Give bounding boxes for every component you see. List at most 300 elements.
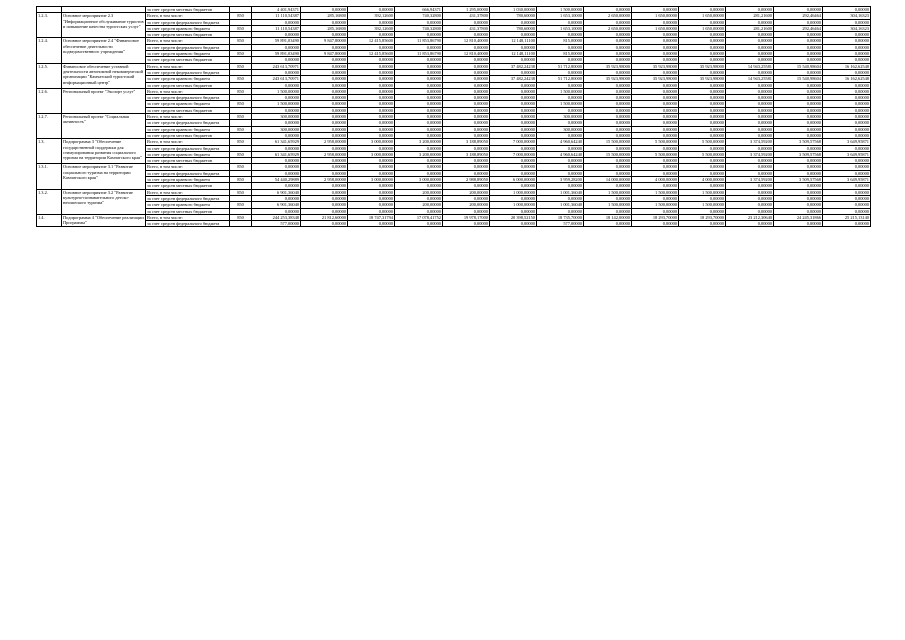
- amount-cell: 25 215,13140: [823, 214, 871, 220]
- amount-cell: 0,00000: [443, 95, 490, 101]
- amount-cell: 304,16323: [823, 25, 871, 31]
- amount-cell: 0,00000: [679, 95, 726, 101]
- amount-cell: 0,00000: [726, 164, 774, 170]
- funding-source-cell: Всего, в том числе:: [146, 189, 230, 195]
- amount-cell: 3 509,57568: [774, 177, 823, 183]
- amount-cell: 0,00000: [632, 158, 679, 164]
- amount-cell: 0,00000: [443, 164, 490, 170]
- amount-cell: 0,00000: [490, 44, 537, 50]
- amount-cell: 0,00000: [490, 114, 537, 120]
- amount-cell: 0,00000: [823, 126, 871, 132]
- amount-cell: 0,00000: [537, 158, 584, 164]
- amount-cell: 4 960,64240: [537, 139, 584, 145]
- amount-cell: 16 162,62548: [823, 63, 871, 69]
- amount-cell: 0,00000: [395, 126, 443, 132]
- amount-cell: 0,00000: [823, 51, 871, 57]
- funding-source-cell: за счет средств федерального бюджета: [146, 44, 230, 50]
- amount-cell: 0,00000: [301, 57, 348, 63]
- amount-cell: 285,16800: [301, 13, 348, 19]
- amount-cell: 0,00000: [726, 101, 774, 107]
- amount-cell: 3 200,00000: [395, 139, 443, 145]
- amount-cell: 0,00000: [395, 63, 443, 69]
- amount-cell: 0,00000: [348, 164, 395, 170]
- amount-cell: 0,00000: [823, 208, 871, 214]
- amount-cell: 9 847,80000: [301, 51, 348, 57]
- amount-cell: 0,00000: [490, 132, 537, 138]
- amount-cell: 3 649,95871: [823, 139, 871, 145]
- amount-cell: 15 500,00000: [584, 151, 632, 157]
- program-name-cell: Основное мероприятие 3.1 "Развитие социального туризма на территории Камчатского края": [62, 164, 146, 189]
- amount-cell: 815,00000: [537, 51, 584, 57]
- amount-cell: 0,00000: [301, 95, 348, 101]
- amount-cell: 0,00000: [774, 82, 823, 88]
- amount-cell: 0,00000: [301, 208, 348, 214]
- row-number-cell: 1.4.: [37, 214, 62, 227]
- funding-source-cell: за счет средств местных бюджетов: [146, 158, 230, 164]
- amount-cell: 18 142,00000: [584, 214, 632, 220]
- amount-cell: 0,00000: [679, 183, 726, 189]
- amount-cell: 0,00000: [823, 183, 871, 189]
- amount-cell: 0,00000: [584, 183, 632, 189]
- admin-code-cell: 850: [230, 164, 252, 170]
- row-number-cell: 1.3.2.: [37, 189, 62, 214]
- row-number-cell: 1.2.3.: [37, 13, 62, 38]
- amount-cell: 0,00000: [348, 101, 395, 107]
- amount-cell: 37 482,24238: [490, 76, 537, 82]
- amount-cell: 1 030,00000: [490, 7, 537, 13]
- amount-cell: 2 650,00000: [584, 13, 632, 19]
- amount-cell: 0,00000: [301, 164, 348, 170]
- amount-cell: 0,00000: [252, 164, 301, 170]
- amount-cell: 0,00000: [823, 132, 871, 138]
- amount-cell: 0,00000: [537, 57, 584, 63]
- amount-cell: 0,00000: [679, 170, 726, 176]
- amount-cell: 0,00000: [301, 69, 348, 75]
- amount-cell: 3 188,89050: [443, 139, 490, 145]
- amount-cell: 0,00000: [679, 132, 726, 138]
- amount-cell: 0,00000: [584, 221, 632, 227]
- amount-cell: 0,00000: [774, 7, 823, 13]
- amount-cell: 0,00000: [443, 57, 490, 63]
- amount-cell: 0,00000: [252, 32, 301, 38]
- amount-cell: 0,00000: [395, 145, 443, 151]
- amount-cell: 0,00000: [301, 195, 348, 201]
- amount-cell: 0,00000: [679, 107, 726, 113]
- amount-cell: 0,00000: [395, 76, 443, 82]
- amount-cell: 4 000,00000: [632, 177, 679, 183]
- amount-cell: 0,00000: [443, 82, 490, 88]
- program-name-cell: Основное мероприятие 3.2 "Развитие культурно-познавательного детско-юношеского туризма": [62, 189, 146, 214]
- funding-source-cell: Всего, в том числе:: [146, 38, 230, 44]
- amount-cell: 0,00000: [301, 158, 348, 164]
- funding-source-cell: за счет средств краевого бюджета: [146, 151, 230, 157]
- amount-cell: 0,00000: [395, 95, 443, 101]
- amount-cell: 0,00000: [395, 57, 443, 63]
- amount-cell: 35 923,98000: [632, 63, 679, 69]
- amount-cell: 0,00000: [679, 82, 726, 88]
- amount-cell: 37 482,24238: [490, 63, 537, 69]
- amount-cell: 0,00000: [774, 44, 823, 50]
- amount-cell: 19 978,17000: [443, 214, 490, 220]
- amount-cell: 1 000,00000: [490, 189, 537, 195]
- amount-cell: 0,00000: [443, 126, 490, 132]
- amount-cell: 59 891,03490: [252, 51, 301, 57]
- amount-cell: 0,00000: [301, 88, 348, 94]
- amount-cell: 0,00000: [823, 44, 871, 50]
- amount-cell: 0,00000: [252, 132, 301, 138]
- amount-cell: 0,00000: [584, 44, 632, 50]
- amount-cell: 0,00000: [632, 44, 679, 50]
- amount-cell: 0,00000: [301, 44, 348, 50]
- row-number-cell: 1.2.4.: [37, 38, 62, 63]
- amount-cell: 0,00000: [632, 7, 679, 13]
- amount-cell: 1 001,36040: [537, 189, 584, 195]
- amount-cell: 5 500,00000: [679, 139, 726, 145]
- funding-source-cell: за счет средств федерального бюджета: [146, 19, 230, 25]
- admin-code-cell: 850: [230, 202, 252, 208]
- row-number-cell: 1.2.6.: [37, 88, 62, 113]
- amount-cell: 0,00000: [774, 183, 823, 189]
- amount-cell: 35 923,98000: [679, 63, 726, 69]
- amount-cell: 0,00000: [490, 88, 537, 94]
- amount-cell: 15 500,00000: [584, 139, 632, 145]
- amount-cell: 0,00000: [252, 19, 301, 25]
- amount-cell: 0,00000: [490, 208, 537, 214]
- amount-cell: 0,00000: [584, 145, 632, 151]
- amount-cell: 0,00000: [584, 114, 632, 120]
- amount-cell: 0,00000: [584, 32, 632, 38]
- amount-cell: 0,00000: [679, 120, 726, 126]
- amount-cell: 0,00000: [537, 164, 584, 170]
- funding-source-cell: за счет средств федерального бюджета: [146, 95, 230, 101]
- amount-cell: 0,00000: [395, 44, 443, 50]
- program-name-cell: Региональный проект "Социальная активность": [62, 114, 146, 139]
- amount-cell: 0,00000: [632, 38, 679, 44]
- amount-cell: 0,00000: [395, 183, 443, 189]
- amount-cell: 0,00000: [537, 183, 584, 189]
- amount-cell: 0,00000: [301, 120, 348, 126]
- amount-cell: 1 650,00000: [632, 13, 679, 19]
- amount-cell: 0,00000: [395, 19, 443, 25]
- amount-cell: 0,00000: [443, 145, 490, 151]
- amount-cell: 0,00000: [726, 7, 774, 13]
- amount-cell: 431,37800: [443, 25, 490, 31]
- funding-source-cell: Всего, в том числе:: [146, 214, 230, 220]
- program-name-cell: Подпрограмма 3 "Обеспечение государственной поддержки для стимулирования развития социального туризма на территории Камчатского края": [62, 139, 146, 164]
- amount-cell: 3 649,95871: [823, 151, 871, 157]
- amount-cell: 0,00000: [823, 101, 871, 107]
- amount-cell: 740,32800: [395, 13, 443, 19]
- funding-source-cell: за счет средств краевого бюджета: [146, 202, 230, 208]
- amount-cell: 0,00000: [584, 126, 632, 132]
- amount-cell: 1 500,00000: [537, 7, 584, 13]
- amount-cell: 0,00000: [726, 208, 774, 214]
- amount-cell: 300,00000: [537, 126, 584, 132]
- amount-cell: 0,00000: [348, 114, 395, 120]
- amount-cell: 392,12600: [348, 13, 395, 19]
- amount-cell: 0,00000: [537, 107, 584, 113]
- amount-cell: 1 650,00000: [679, 25, 726, 31]
- funding-source-cell: за счет средств местных бюджетов: [146, 82, 230, 88]
- amount-cell: 0,00000: [774, 107, 823, 113]
- amount-cell: 3 000,00000: [348, 139, 395, 145]
- amount-cell: 0,00000: [537, 208, 584, 214]
- amount-cell: 0,00000: [443, 19, 490, 25]
- amount-cell: 12 148,11100: [490, 38, 537, 44]
- funding-source-cell: Всего, в том числе:: [146, 114, 230, 120]
- amount-cell: 59 891,03490: [252, 38, 301, 44]
- amount-cell: 15 540,98604: [774, 63, 823, 69]
- funding-source-cell: за счет средств местных бюджетов: [146, 7, 230, 13]
- amount-cell: 0,00000: [537, 132, 584, 138]
- funding-source-cell: за счет средств федерального бюджета: [146, 145, 230, 151]
- amount-cell: 0,00000: [726, 189, 774, 195]
- amount-cell: 0,00000: [443, 158, 490, 164]
- amount-cell: 200,00000: [443, 189, 490, 195]
- amount-cell: 0,00000: [490, 57, 537, 63]
- amount-cell: 0,00000: [774, 114, 823, 120]
- amount-cell: 1 001,36040: [537, 202, 584, 208]
- amount-cell: 1 653,10000: [537, 25, 584, 31]
- amount-cell: 0,00000: [774, 88, 823, 94]
- amount-cell: 0,00000: [301, 126, 348, 132]
- amount-cell: 0,00000: [584, 38, 632, 44]
- amount-cell: 0,00000: [537, 120, 584, 126]
- amount-cell: 0,00000: [490, 101, 537, 107]
- amount-cell: 1 000,00000: [490, 202, 537, 208]
- amount-cell: 0,00000: [443, 32, 490, 38]
- amount-cell: 0,00000: [490, 183, 537, 189]
- amount-cell: 0,00000: [395, 132, 443, 138]
- amount-cell: 16 162,62548: [823, 76, 871, 82]
- amount-cell: 292,46464: [774, 13, 823, 19]
- amount-cell: 0,00000: [726, 221, 774, 227]
- funding-source-cell: за счет средств федерального бюджета: [146, 221, 230, 227]
- amount-cell: 23 212,30640: [726, 214, 774, 220]
- amount-cell: 0,00000: [823, 158, 871, 164]
- amount-cell: 0,00000: [632, 145, 679, 151]
- amount-cell: 0,00000: [395, 88, 443, 94]
- amount-cell: 0,00000: [774, 145, 823, 151]
- amount-cell: 0,00000: [537, 44, 584, 50]
- amount-cell: 61 341,65929: [252, 139, 301, 145]
- amount-cell: 0,00000: [632, 195, 679, 201]
- admin-code-cell: 850: [230, 76, 252, 82]
- amount-cell: 0,00000: [537, 32, 584, 38]
- amount-cell: 0,00000: [252, 120, 301, 126]
- amount-cell: 3 188,89050: [443, 151, 490, 157]
- amount-cell: 0,00000: [823, 120, 871, 126]
- amount-cell: 0,00000: [348, 132, 395, 138]
- amount-cell: 0,00000: [443, 63, 490, 69]
- amount-cell: 0,00000: [490, 95, 537, 101]
- amount-cell: 6 000,00000: [490, 177, 537, 183]
- amount-cell: 0,00000: [726, 44, 774, 50]
- amount-cell: 0,00000: [348, 44, 395, 50]
- amount-cell: 0,00000: [584, 82, 632, 88]
- funding-source-cell: за счет средств федерального бюджета: [146, 69, 230, 75]
- amount-cell: 1 653,10000: [537, 13, 584, 19]
- amount-cell: 0,00000: [301, 114, 348, 120]
- amount-cell: 0,00000: [443, 120, 490, 126]
- amount-cell: 244 253,38348: [252, 214, 301, 220]
- amount-cell: 0,00000: [632, 126, 679, 132]
- amount-cell: 11 110,54387: [252, 25, 301, 31]
- amount-cell: 0,00000: [584, 88, 632, 94]
- amount-cell: 0,00000: [252, 107, 301, 113]
- amount-cell: 0,00000: [537, 195, 584, 201]
- amount-cell: 0,00000: [679, 164, 726, 170]
- amount-cell: 0,00000: [632, 120, 679, 126]
- amount-cell: 14 000,00000: [584, 177, 632, 183]
- amount-cell: 0,00000: [490, 195, 537, 201]
- amount-cell: 0,00000: [443, 183, 490, 189]
- amount-cell: 11 853,86790: [395, 51, 443, 57]
- amount-cell: 35 923,98000: [584, 63, 632, 69]
- amount-cell: 0,00000: [348, 195, 395, 201]
- amount-cell: 3 959,28200: [537, 177, 584, 183]
- amount-cell: 1 295,00000: [443, 7, 490, 13]
- amount-cell: 0,00000: [774, 32, 823, 38]
- amount-cell: 11 853,86790: [395, 38, 443, 44]
- amount-cell: 0,00000: [537, 145, 584, 151]
- amount-cell: 2 958,00000: [301, 139, 348, 145]
- program-name-cell: Финансовое обеспечение уставной деятельности автономной некоммерческой организации "Камчатский туристский информационный центр": [62, 63, 146, 88]
- amount-cell: 1 500,00000: [252, 88, 301, 94]
- amount-cell: 0,00000: [726, 69, 774, 75]
- amount-cell: 0,00000: [823, 69, 871, 75]
- amount-cell: 0,00000: [774, 132, 823, 138]
- amount-cell: 1 650,00000: [632, 25, 679, 31]
- amount-cell: 3 374,59200: [726, 139, 774, 145]
- amount-cell: 0,00000: [395, 164, 443, 170]
- amount-cell: 0,00000: [252, 95, 301, 101]
- amount-cell: 5 500,00000: [632, 151, 679, 157]
- amount-cell: 4 960,64240: [537, 151, 584, 157]
- admin-code-cell: [230, 221, 252, 227]
- amount-cell: 3 649,95871: [823, 177, 871, 183]
- amount-cell: 0,00000: [584, 101, 632, 107]
- amount-cell: 0,00000: [584, 158, 632, 164]
- amount-cell: 0,00000: [679, 88, 726, 94]
- funding-source-cell: за счет средств краевого бюджета: [146, 101, 230, 107]
- amount-cell: 0,00000: [348, 95, 395, 101]
- amount-cell: 0,00000: [490, 32, 537, 38]
- amount-cell: 0,00000: [632, 51, 679, 57]
- amount-cell: 292,46464: [774, 25, 823, 31]
- amount-cell: 2 958,00000: [301, 177, 348, 183]
- amount-cell: 0,00000: [490, 170, 537, 176]
- amount-cell: 0,00000: [490, 164, 537, 170]
- amount-cell: 0,00000: [348, 76, 395, 82]
- amount-cell: 0,00000: [584, 170, 632, 176]
- amount-cell: 0,00000: [632, 57, 679, 63]
- amount-cell: 740,32800: [395, 25, 443, 31]
- amount-cell: 815,00000: [537, 38, 584, 44]
- amount-cell: 0,00000: [679, 145, 726, 151]
- amount-cell: 0,00000: [537, 170, 584, 176]
- admin-code-cell: 850: [230, 151, 252, 157]
- funding-source-cell: за счет средств местных бюджетов: [146, 183, 230, 189]
- amount-cell: 0,00000: [301, 19, 348, 25]
- amount-cell: 0,00000: [774, 51, 823, 57]
- amount-cell: 0,00000: [823, 145, 871, 151]
- row-number-cell: 1.3.: [37, 139, 62, 164]
- admin-code-cell: 850: [230, 38, 252, 44]
- amount-cell: 0,00000: [348, 189, 395, 195]
- amount-cell: 0,00000: [774, 57, 823, 63]
- amount-cell: 0,00000: [395, 170, 443, 176]
- amount-cell: 0,00000: [584, 69, 632, 75]
- amount-cell: 0,00000: [774, 19, 823, 25]
- amount-cell: 0,00000: [395, 195, 443, 201]
- amount-cell: 0,00000: [443, 44, 490, 50]
- amount-cell: 4 000,00000: [679, 177, 726, 183]
- amount-cell: 14 943,25581: [726, 76, 774, 82]
- amount-cell: 0,00000: [726, 120, 774, 126]
- amount-cell: 0,00000: [823, 170, 871, 176]
- amount-cell: 200,00000: [395, 189, 443, 195]
- amount-cell: 0,00000: [774, 164, 823, 170]
- admin-code-cell: 850: [230, 114, 252, 120]
- funding-source-cell: за счет средств федерального бюджета: [146, 170, 230, 176]
- amount-cell: 0,00000: [348, 82, 395, 88]
- amount-cell: 0,00000: [395, 82, 443, 88]
- program-name-cell: Подпрограмма 4 "Обеспечение реализации Программы": [63, 214, 144, 226]
- amount-cell: 0,00000: [348, 145, 395, 151]
- amount-cell: 24 245,31866: [774, 214, 823, 220]
- amount-cell: 18 747,31794: [348, 214, 395, 220]
- amount-cell: 285,16800: [301, 25, 348, 31]
- amount-cell: 0,00000: [823, 38, 871, 44]
- amount-cell: 300,00000: [537, 114, 584, 120]
- amount-cell: 1 500,00000: [679, 189, 726, 195]
- amount-cell: 0,00000: [823, 221, 871, 227]
- funding-source-cell: за счет средств краевого бюджета: [146, 126, 230, 132]
- amount-cell: 12 415,85600: [348, 51, 395, 57]
- amount-cell: 0,00000: [632, 183, 679, 189]
- amount-cell: 2 650,00000: [584, 25, 632, 31]
- amount-cell: 0,00000: [774, 221, 823, 227]
- amount-cell: 0,00000: [490, 107, 537, 113]
- budget-table-page: [36, 6, 871, 227]
- amount-cell: 0,00000: [774, 195, 823, 201]
- amount-cell: 0,00000: [679, 126, 726, 132]
- amount-cell: 0,00000: [443, 69, 490, 75]
- amount-cell: 35 923,98000: [584, 76, 632, 82]
- amount-cell: 0,00000: [443, 208, 490, 214]
- amount-cell: 0,00000: [774, 208, 823, 214]
- amount-cell: 0,00000: [726, 202, 774, 208]
- amount-cell: 0,00000: [774, 126, 823, 132]
- amount-cell: 0,00000: [443, 101, 490, 107]
- amount-cell: 0,00000: [632, 164, 679, 170]
- amount-cell: 6 901,36040: [252, 189, 301, 195]
- amount-cell: 0,00000: [679, 208, 726, 214]
- amount-cell: 0,00000: [395, 32, 443, 38]
- amount-cell: 0,00000: [395, 208, 443, 214]
- amount-cell: 0,00000: [537, 69, 584, 75]
- amount-cell: 243 613,70971: [252, 76, 301, 82]
- amount-cell: 0,00000: [252, 69, 301, 75]
- amount-cell: 0,00000: [252, 195, 301, 201]
- amount-cell: 0,00000: [726, 126, 774, 132]
- amount-cell: 0,00000: [443, 221, 490, 227]
- amount-cell: 7 000,00000: [490, 139, 537, 145]
- amount-cell: 0,00000: [395, 101, 443, 107]
- amount-cell: 12 415,85600: [348, 38, 395, 44]
- amount-cell: 35 923,98000: [679, 76, 726, 82]
